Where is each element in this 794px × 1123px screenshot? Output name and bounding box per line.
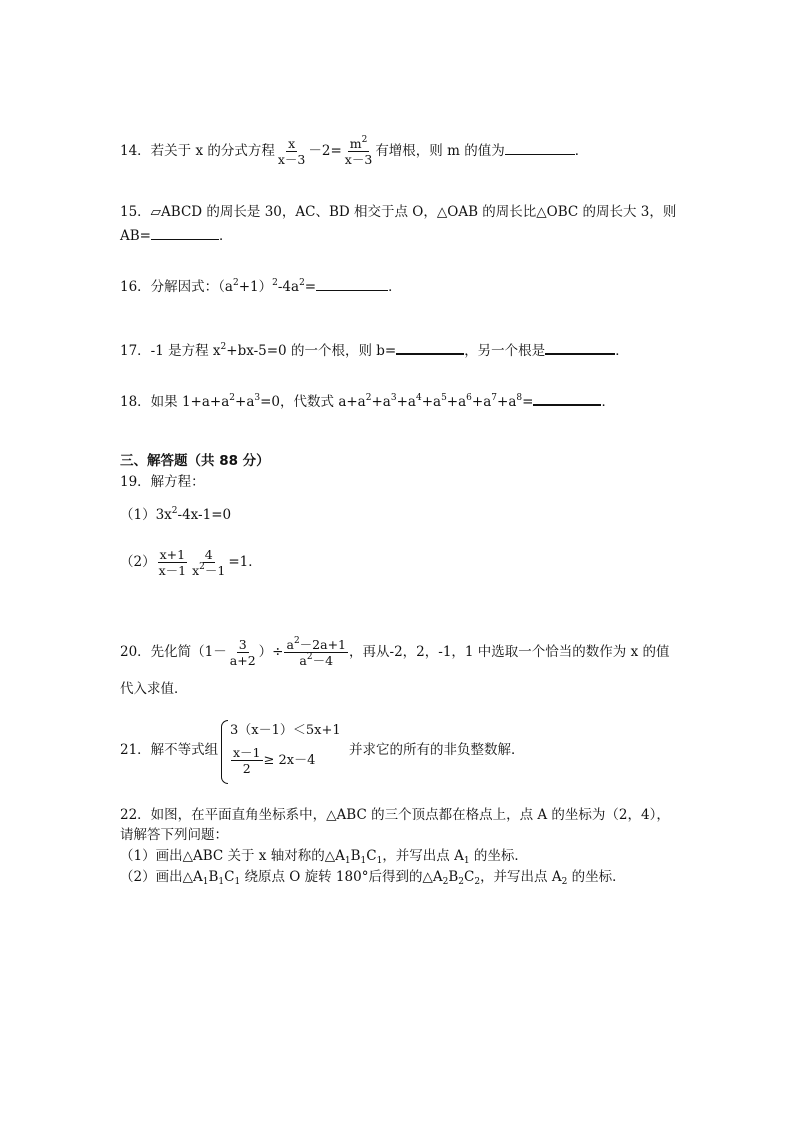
fraction: $\frac{x}{x-3}$ [277, 136, 306, 167]
fraction: $\frac{4}{x^2-1}$ [192, 547, 226, 578]
question-14: 14．若关于 x 的分式方程 $\frac{x}{x-3}$ －2= $\frac{m^2}{x-3}$ 有增根，则 m 的值为 ． [120, 135, 589, 167]
question-19-part2: （2） $\frac{x+1}{x-1}$ $\frac{4}{x^2-1}$ =1． [120, 547, 262, 578]
answer-blank-root[interactable] [545, 339, 615, 355]
question-22-part2: （2）画出$\triangle A_1B_1C_1$ 绕原点 O 旋转 180°后得到的$\triangle A_2B_2C_2$，并写出点 $A_2$ 的坐标． [120, 869, 626, 887]
question-19-part1: $(1)3x^2-4x-1=0$ [120, 506, 232, 523]
question-19-title: 19．解方程： [120, 474, 205, 490]
question-22-part1: （1）画出△ABC 关于 x 轴对称的$\triangle A_1B_1C_1$，并写出点 $A_1$ 的坐标． [120, 848, 528, 866]
inequality-2: $\frac{x-1}{2}$ ≥ 2x－4 [233, 745, 316, 776]
question-21-tail: 并求它的所有的非负整数解． [349, 742, 525, 758]
question-18: 18．如果 $1+a+a^2+a^3=0$，代数式 $a+a^2+a^3+a^4+a^5+a^6+a^7+a^8=$ ． [120, 390, 615, 411]
answer-blank-b[interactable] [396, 339, 464, 355]
answer-blank[interactable] [505, 140, 575, 155]
answer-blank[interactable] [151, 225, 219, 240]
question-17: 17．-1 是方程 $x^2+bx-5=0$ 的一个根，则 b= ，另一个根是 ． [120, 339, 629, 360]
question-16: 16．分解因式：$(a^2+1)^2-4a^2=$ ． [120, 278, 402, 295]
question-22-line2: 请解答下列问题： [120, 827, 228, 843]
answer-blank[interactable] [533, 390, 601, 406]
question-20: 20．先化简（1－ $\frac{3}{a+2}$ ）÷ $\frac{a^2-2a+1}{a^2-4}$ ，再从-2，2，-1，1 中选取一个恰当的数作为 x 的值 [120, 636, 670, 668]
fraction: $\frac{m^2}{x-3}$ [344, 135, 373, 167]
fraction: $\frac{x+1}{x-1}$ [158, 547, 187, 578]
fraction: $\frac{3}{a+2}$ [229, 637, 256, 668]
fraction: $\frac{x-1}{2}$ [233, 745, 261, 776]
question-20-line2: 代入求值． [120, 681, 188, 697]
question-15-line2: AB= ． [120, 225, 232, 245]
answer-blank[interactable] [316, 276, 388, 291]
question-15-line1: 15．▱ABCD 的周长是 30，AC、BD 相交于点 O，△OAB 的周长比△OBC 的周长大 3，则 [120, 204, 677, 220]
question-22-line1: 22．如图，在平面直角坐标系中，△ABC 的三个顶点都在格点上，点 A 的坐标为（2，4）， [120, 807, 670, 823]
fraction: $\frac{a^2-2a+1}{a^2-4}$ [286, 636, 347, 668]
system-brace [221, 720, 228, 784]
question-21-label: 21．解不等式组 [120, 742, 219, 758]
section-heading: 三、解答题（共 88 分） [120, 453, 270, 469]
inequality-1: 3（x－1）＜5x+1 [230, 723, 341, 738]
